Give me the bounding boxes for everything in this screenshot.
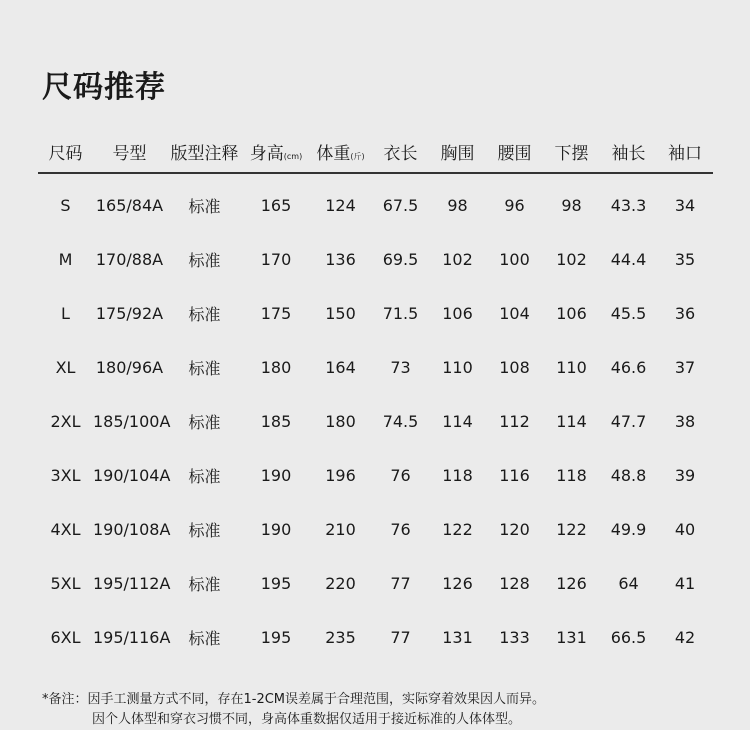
column-header-unit: (cm) [283, 151, 303, 161]
table-cell: 标准 [188, 358, 221, 378]
table-cell: 108 [499, 357, 530, 377]
table-cell: 136 [325, 249, 356, 269]
column-header-label: 胸围 [440, 143, 475, 164]
table-cell: 122 [556, 519, 587, 539]
column-header-label: 版型注释 [170, 143, 239, 164]
table-cell: 标准 [188, 412, 221, 432]
table-row [38, 286, 713, 340]
table-cell: 122 [442, 519, 473, 539]
table-cell: 73 [390, 357, 411, 377]
table-cell: 77 [390, 573, 411, 593]
table-cell: 49.9 [610, 519, 647, 539]
table-cell: 标准 [188, 520, 221, 540]
column-header-label: 身高 [249, 143, 284, 164]
table-cell: 118 [442, 465, 473, 485]
table-cell: 标准 [188, 304, 221, 324]
table-cell: 118 [556, 465, 587, 485]
table-cell: 104 [499, 303, 530, 323]
table-cell: L [61, 303, 70, 323]
column-header [372, 130, 429, 173]
table-cell: 37 [674, 357, 696, 377]
table-cell: 41 [674, 573, 696, 593]
table-cell: M [58, 249, 73, 269]
table-cell: 34 [674, 195, 696, 215]
table-body [38, 173, 713, 664]
table-cell: 44.4 [610, 249, 647, 269]
table-cell: 164 [325, 357, 356, 377]
table-cell: 76 [390, 519, 411, 539]
table-cell: 126 [556, 573, 587, 593]
table-cell: 74.5 [382, 411, 419, 431]
table-cell: 69.5 [382, 249, 419, 269]
column-header-label: 体重 [316, 143, 351, 164]
table-cell: 96 [504, 195, 525, 215]
page-title: 尺码推荐 [42, 70, 166, 105]
table-cell: 标准 [188, 250, 221, 270]
table-cell: 190/104A [93, 465, 171, 485]
column-header-label: 下摆 [554, 143, 589, 164]
table-cell: 106 [442, 303, 473, 323]
table-cell: 71.5 [382, 303, 419, 323]
column-header-label: 袖口 [668, 143, 702, 164]
table-cell: 235 [325, 627, 356, 647]
notes [42, 690, 545, 730]
table-cell: 131 [556, 627, 587, 647]
table-cell: 196 [325, 465, 356, 485]
table-cell: 180 [260, 357, 292, 377]
table-cell: 120 [499, 519, 530, 539]
column-header-label: 尺码 [48, 143, 83, 164]
table-cell: 100 [499, 249, 530, 269]
note-line-2: 因个人体型和穿衣习惯不同，身高体重数据仅适用于接近标准的人体体型。 [92, 712, 522, 727]
table-cell: 112 [499, 411, 530, 431]
table-cell: 110 [442, 357, 473, 377]
table-cell: 180/96A [95, 357, 164, 377]
column-header-label: 衣长 [383, 143, 418, 164]
table-cell: 195 [260, 573, 292, 593]
table-cell: 39 [674, 465, 696, 485]
table-cell: 124 [325, 195, 356, 215]
table-cell: 110 [556, 357, 587, 377]
table-cell: 48.8 [610, 465, 647, 485]
table-row [38, 610, 713, 664]
column-header-label: 号型 [112, 143, 147, 164]
table-cell: 77 [390, 627, 411, 647]
table-cell: 185/100A [93, 411, 171, 431]
table-row [38, 232, 713, 286]
table-cell: 5XL [50, 573, 81, 593]
table-cell: 190/108A [93, 519, 171, 539]
table-cell: 220 [325, 573, 356, 593]
table-cell: 170/88A [95, 249, 164, 269]
table-cell: 165/84A [95, 195, 164, 215]
table-cell: 114 [442, 411, 473, 431]
table-cell: 106 [556, 303, 587, 323]
table-row [38, 556, 713, 610]
table-cell: 116 [499, 465, 530, 485]
table-cell: 185 [260, 411, 292, 431]
table-cell: 38 [674, 411, 696, 431]
table-cell: 180 [325, 411, 356, 431]
table-row [38, 173, 713, 232]
column-header [486, 130, 543, 173]
column-header [600, 130, 657, 173]
table-cell: 42 [674, 627, 696, 647]
table-cell: 76 [390, 465, 411, 485]
table-cell: 标准 [188, 574, 221, 594]
column-header [309, 130, 372, 173]
table-cell: 126 [442, 573, 473, 593]
table-cell: 标准 [188, 466, 221, 486]
size-table [38, 130, 713, 664]
table-header-row [38, 130, 713, 173]
table-cell: S [60, 195, 71, 215]
table-cell: 165 [260, 195, 292, 215]
table-cell: 标准 [188, 196, 221, 216]
column-header [93, 130, 166, 173]
column-header-label: 腰围 [497, 143, 532, 164]
table-row [38, 340, 713, 394]
note-line-1: *备注：因手工测量方式不同，存在1-2CM误差属于合理范围，实际穿着效果因人而异。 [42, 692, 546, 707]
column-header [166, 130, 243, 173]
column-header [38, 130, 93, 173]
column-header [543, 130, 600, 173]
table-cell: 195/112A [93, 573, 171, 593]
table-cell: 35 [674, 249, 696, 269]
table-cell: 102 [442, 249, 473, 269]
table-cell: 标准 [188, 628, 221, 648]
column-header [657, 130, 713, 173]
table-cell: 102 [556, 249, 587, 269]
table-cell: 67.5 [382, 195, 419, 215]
table-cell: 190 [260, 519, 292, 539]
table-cell: 133 [499, 627, 530, 647]
table-cell: 4XL [50, 519, 81, 539]
table-cell: 6XL [50, 627, 81, 647]
table-row [38, 502, 713, 556]
column-header [243, 130, 309, 173]
table-cell: 131 [442, 627, 473, 647]
table-cell: 175/92A [95, 303, 164, 323]
table-cell: 36 [674, 303, 696, 323]
column-header-label: 袖长 [611, 143, 646, 164]
table-cell: 47.7 [610, 411, 647, 431]
table-cell: 190 [260, 465, 292, 485]
table-cell: 43.3 [610, 195, 647, 215]
column-header-unit: (斤) [350, 151, 365, 161]
table-cell: 98 [561, 195, 582, 215]
table-cell: XL [55, 357, 76, 377]
table-cell: 150 [325, 303, 356, 323]
table-cell: 45.5 [610, 303, 647, 323]
table-cell: 64 [618, 573, 639, 593]
table-cell: 66.5 [610, 627, 647, 647]
table-cell: 195/116A [93, 627, 171, 647]
table-cell: 195 [260, 627, 292, 647]
table-cell: 114 [556, 411, 587, 431]
table-cell: 40 [674, 519, 696, 539]
table-cell: 170 [260, 249, 292, 269]
table-cell: 98 [447, 195, 468, 215]
table-cell: 210 [325, 519, 356, 539]
table-cell: 128 [499, 573, 530, 593]
table-cell: 46.6 [610, 357, 647, 377]
table-cell: 3XL [50, 465, 81, 485]
table-row [38, 448, 713, 502]
column-header [429, 130, 486, 173]
table-cell: 2XL [50, 411, 81, 431]
table-cell: 175 [260, 303, 292, 323]
table-row [38, 394, 713, 448]
